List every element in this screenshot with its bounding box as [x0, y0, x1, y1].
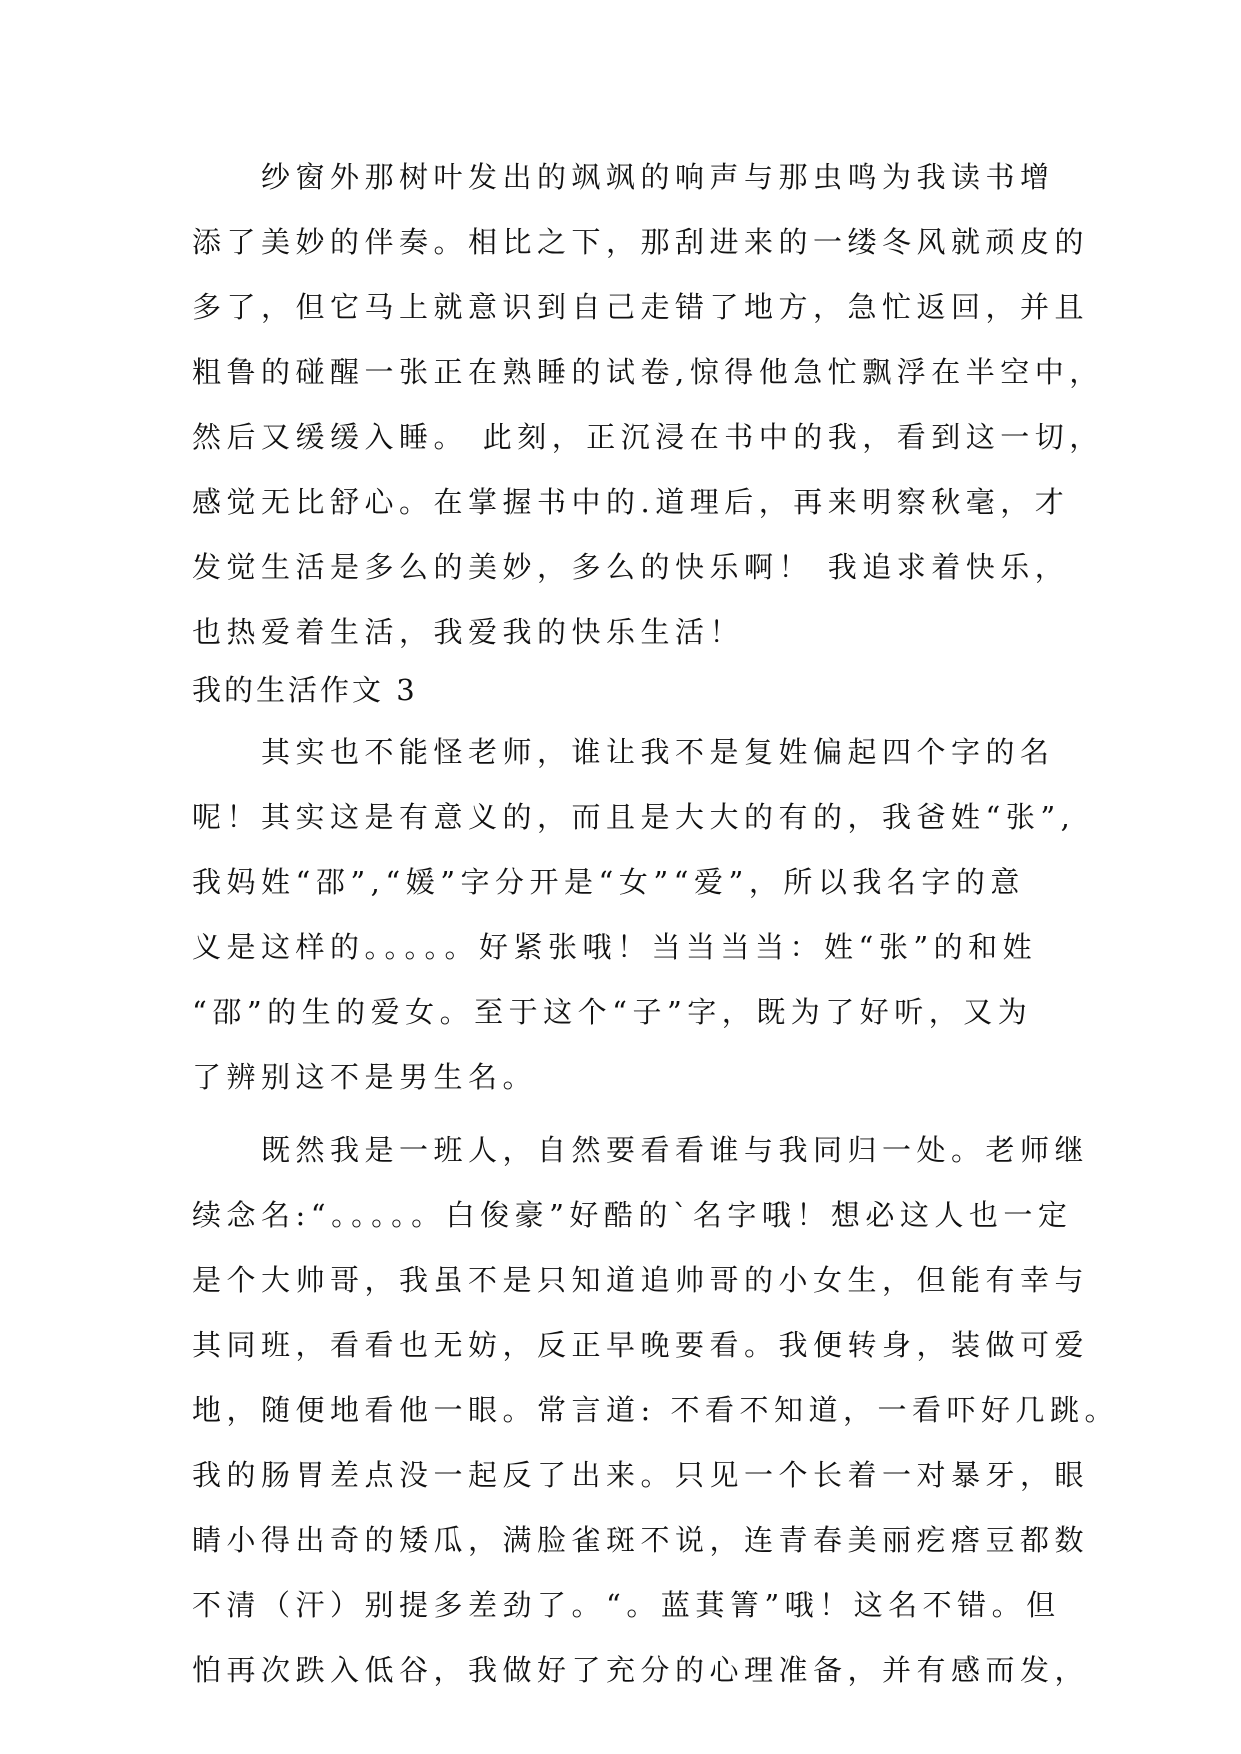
paragraph-2-line: “邵”的生的爱女。至于这个“子”字，既为了好听，又为 — [192, 995, 1033, 1029]
paragraph-2-line: 其实也不能怪老师，谁让我不是复姓偏起四个字的名 — [192, 735, 1055, 769]
paragraph-3-line: 其同班，看看也无妨，反正早晚要看。我便转身，装做可爱 — [192, 1328, 1090, 1362]
paragraph-3-line: 是个大帅哥，我虽不是只知道追帅哥的小女生，但能有幸与 — [192, 1263, 1090, 1297]
paragraph-1-line: 多了，但它马上就意识到自己走错了地方，急忙返回，并且 — [192, 290, 1090, 324]
paragraph-2-line: 了辨别这不是男生名。 — [192, 1060, 538, 1094]
paragraph-1-line: 感觉无比舒心。在掌握书中的.道理后，再来明察秋毫，才 — [192, 485, 1070, 519]
paragraph-3-line: 睛小得出奇的矮瓜，满脸雀斑不说，连青春美丽疙瘩豆都数 — [192, 1523, 1090, 1557]
paragraph-3-line: 不清（汗）别提多差劲了。“。蓝萁箐”哦！这名不错。但 — [192, 1588, 1061, 1622]
section-heading: 我的生活作文 3 — [192, 673, 418, 707]
paragraph-1-line: 粗鲁的碰醒一张正在熟睡的试卷,惊得他急忙飘浮在半空中， — [192, 355, 1104, 389]
paragraph-3-line: 地，随便地看他一眼。常言道: 不看不知道，一看吓好几跳。 — [192, 1393, 1119, 1427]
paragraph-1-line: 发觉生活是多么的美妙，多么的快乐啊！ 我追求着快乐， — [192, 550, 1070, 584]
paragraph-3-line: 怕再次跌入低谷，我做好了充分的心理准备，并有感而发， — [192, 1653, 1090, 1687]
paragraph-2-line: 我妈姓“邵”,“媛”字分开是“女”“爱”，所以我名字的意 — [192, 865, 1025, 899]
paragraph-3-line: 既然我是一班人，自然要看看谁与我同归一处。老师继 — [192, 1133, 1090, 1167]
paragraph-1-line: 纱窗外那树叶发出的飒飒的响声与那虫鸣为我读书增 — [192, 160, 1055, 194]
paragraph-1-line: 然后又缓缓入睡。 此刻，正沉浸在书中的我，看到这一切， — [192, 420, 1104, 454]
paragraph-2-line: 义是这样的。。。。。好紧张哦！当当当当：姓“张”的和姓 — [192, 930, 1038, 964]
paragraph-1-line: 添了美妙的伴奏。相比之下，那刮进来的一缕冬风就顽皮的 — [192, 225, 1090, 259]
paragraph-3-line: 我的肠胃差点没一起反了出来。只见一个长着一对暴牙，眼 — [192, 1458, 1090, 1492]
paragraph-1-line: 也热爱着生活，我爱我的快乐生活！ — [192, 615, 745, 649]
paragraph-3-line: 续念名:“。。。。。白俊豪”好酷的`名字哦！想必这人也一定 — [192, 1198, 1073, 1232]
paragraph-2-line: 呢！其实这是有意义的，而且是大大的有的，我爸姓“张”, — [192, 800, 1076, 834]
